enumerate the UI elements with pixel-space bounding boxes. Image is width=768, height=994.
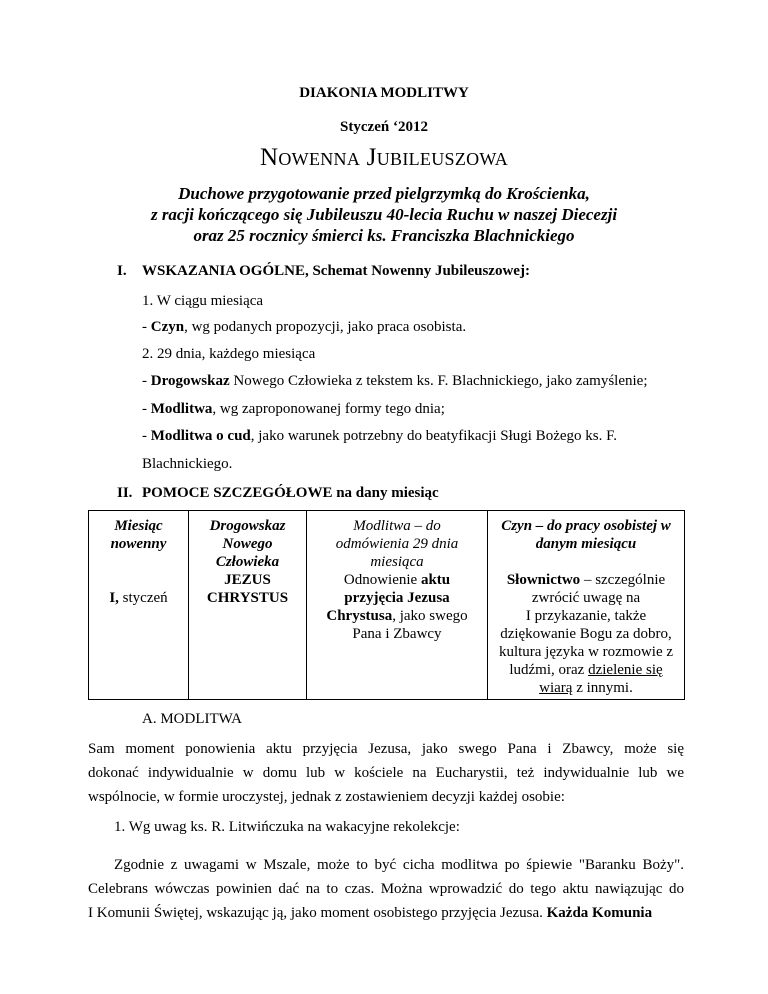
- header-line: Czyn – do pracy osobistej w: [501, 518, 671, 534]
- header-line: nowenny: [110, 536, 167, 552]
- section-2-numeral: II.: [117, 485, 133, 501]
- header-line: odmówienia 29 dnia: [335, 536, 459, 552]
- text: Odnowienie: [343, 572, 421, 588]
- text: z innymi.: [572, 680, 633, 696]
- value-line: przyjęcia Jezusa: [344, 590, 450, 606]
- value-line: I przykazanie, także: [525, 608, 647, 624]
- text: , jako swego: [392, 608, 468, 624]
- paragraph-line: Sam moment ponowienia aktu przyjęcia Jezusa, jako swego Pana i Zbawcy, może się: [88, 741, 684, 757]
- value-line: Pana i Zbawcy: [352, 626, 442, 642]
- dash: -: [142, 428, 151, 444]
- list-item: [142, 427, 617, 445]
- table-cell: [488, 511, 685, 700]
- header-line: Nowego: [222, 536, 273, 552]
- header-czyn: [494, 517, 678, 553]
- value-line: CHRYSTUS: [206, 590, 289, 606]
- subtitle-line: z racji kończącego się Jubileuszu 40-lecia Ruchu w naszej Diecezji: [150, 205, 618, 224]
- drogowskaz-value: [195, 571, 300, 607]
- table-cell: [189, 511, 307, 700]
- organization-name: DIAKONIA MODLITWY: [299, 85, 469, 101]
- document-date: Styczeń ‘2012: [340, 119, 428, 135]
- document-title: Nowenna Jubileuszowa: [260, 144, 508, 171]
- keyword: Modlitwa o cud: [150, 428, 251, 444]
- list-item-continuation: Blachnickiego.: [142, 456, 233, 472]
- text: I Komunii Świętej, wskazując ją, jako moment osobistego przyjęcia Jezusa.: [88, 905, 547, 921]
- paragraph-line: [88, 901, 684, 925]
- paragraph: [88, 853, 684, 925]
- value-line: zwrócić uwagę na: [531, 590, 641, 606]
- underlined-text: dzielenie się: [588, 662, 663, 678]
- bold-text: Chrystusa: [326, 608, 393, 624]
- value-line: [494, 679, 678, 697]
- header-line: Miesiąc: [114, 518, 163, 534]
- header-month: [95, 517, 182, 553]
- dash: -: [142, 401, 151, 417]
- value-line: dziękowanie Bogu za dobro,: [500, 626, 672, 642]
- value-line: kultura języka w rozmowie z: [498, 644, 674, 660]
- month-number: I,: [109, 590, 119, 606]
- czyn-value: [494, 571, 678, 697]
- subtitle-line: oraz 25 rocznicy śmierci ks. Franciszka Blachnickiego: [193, 226, 575, 245]
- header-line: Modlitwa – do: [353, 518, 441, 534]
- list-item: 1. Wg uwag ks. R. Litwińczuka na wakacyjne rekolekcje:: [114, 819, 460, 835]
- header-line: miesiąca: [370, 554, 424, 570]
- paragraph-line: Celebrans wówczas powinien dać na to czas. Można wprowadzić do tego aktu nawiązując do: [88, 881, 684, 897]
- section-1-numeral: I.: [117, 263, 127, 279]
- bold-text: Słownictwo: [506, 572, 581, 588]
- value-line: [494, 661, 678, 679]
- value-line: [313, 571, 481, 589]
- text: , wg zaproponowanej formy tego dnia;: [212, 401, 445, 417]
- section-1-heading: WSKAZANIA OGÓLNE, Schemat Nowenny Jubileuszowej:: [142, 263, 530, 279]
- document-subtitle: [0, 183, 768, 246]
- keyword: Modlitwa: [150, 401, 213, 417]
- table-row: [89, 511, 685, 700]
- text: – szczególnie: [580, 572, 666, 588]
- underlined-text: wiarą: [539, 680, 573, 696]
- month-name: styczeń: [118, 590, 168, 606]
- text: , jako warunek potrzebny do beatyfikacji Sługi Bożego ks. F.: [250, 428, 617, 444]
- list-item: [142, 318, 466, 336]
- value-line: [313, 607, 481, 625]
- text: Nowego Człowieka z tekstem ks. F. Blachnickiego, jako zamyślenie;: [229, 373, 648, 389]
- keyword: Czyn: [150, 319, 185, 335]
- section-2-heading: POMOCE SZCZEGÓŁOWE na dany miesiąc: [142, 485, 439, 501]
- monthly-table: [88, 510, 685, 700]
- paragraph-line: dokonać indywidualnie w domu lub w kościele na Eucharystii, też indywidualnie lub we: [88, 765, 684, 781]
- text: ludźmi, oraz: [509, 662, 589, 678]
- paragraph-line: wspólnocie, w formie uroczystej, jednak z zostawieniem decyzji każdej osobie:: [88, 789, 565, 805]
- month-value: [95, 589, 182, 607]
- subtitle-line: Duchowe przygotowanie przed pielgrzymką do Krościenka,: [178, 184, 590, 203]
- table-cell: [307, 511, 488, 700]
- header-line: danym miesiącu: [535, 536, 637, 552]
- list-item: 2. 29 dnia, każdego miesiąca: [142, 346, 316, 362]
- header-modlitwa: [313, 517, 481, 571]
- dash: -: [142, 319, 151, 335]
- modlitwa-value: [313, 571, 481, 643]
- text: , wg podanych propozycji, jako praca osobista.: [184, 319, 467, 335]
- bold-text: aktu: [420, 572, 451, 588]
- value-line: [494, 571, 678, 589]
- list-item: [142, 372, 648, 390]
- header-line: Człowieka: [215, 554, 280, 570]
- list-item: 1. W ciągu miesiąca: [142, 293, 264, 309]
- list-item: [142, 400, 445, 418]
- paragraph: [88, 737, 684, 809]
- value-line: JEZUS: [224, 572, 271, 588]
- header-line: Drogowskaz: [209, 518, 286, 534]
- paragraph-line: Zgodnie z uwagami w Mszale, może to być cicha modlitwa po śpiewie "Baranku Boży".: [114, 857, 684, 873]
- section-a-heading: A. MODLITWA: [142, 711, 242, 727]
- table-cell: [89, 511, 189, 700]
- header-drogowskaz: [195, 517, 300, 571]
- bold-text: Każda Komunia: [546, 905, 653, 921]
- keyword: Drogowskaz: [150, 373, 230, 389]
- dash: -: [142, 373, 151, 389]
